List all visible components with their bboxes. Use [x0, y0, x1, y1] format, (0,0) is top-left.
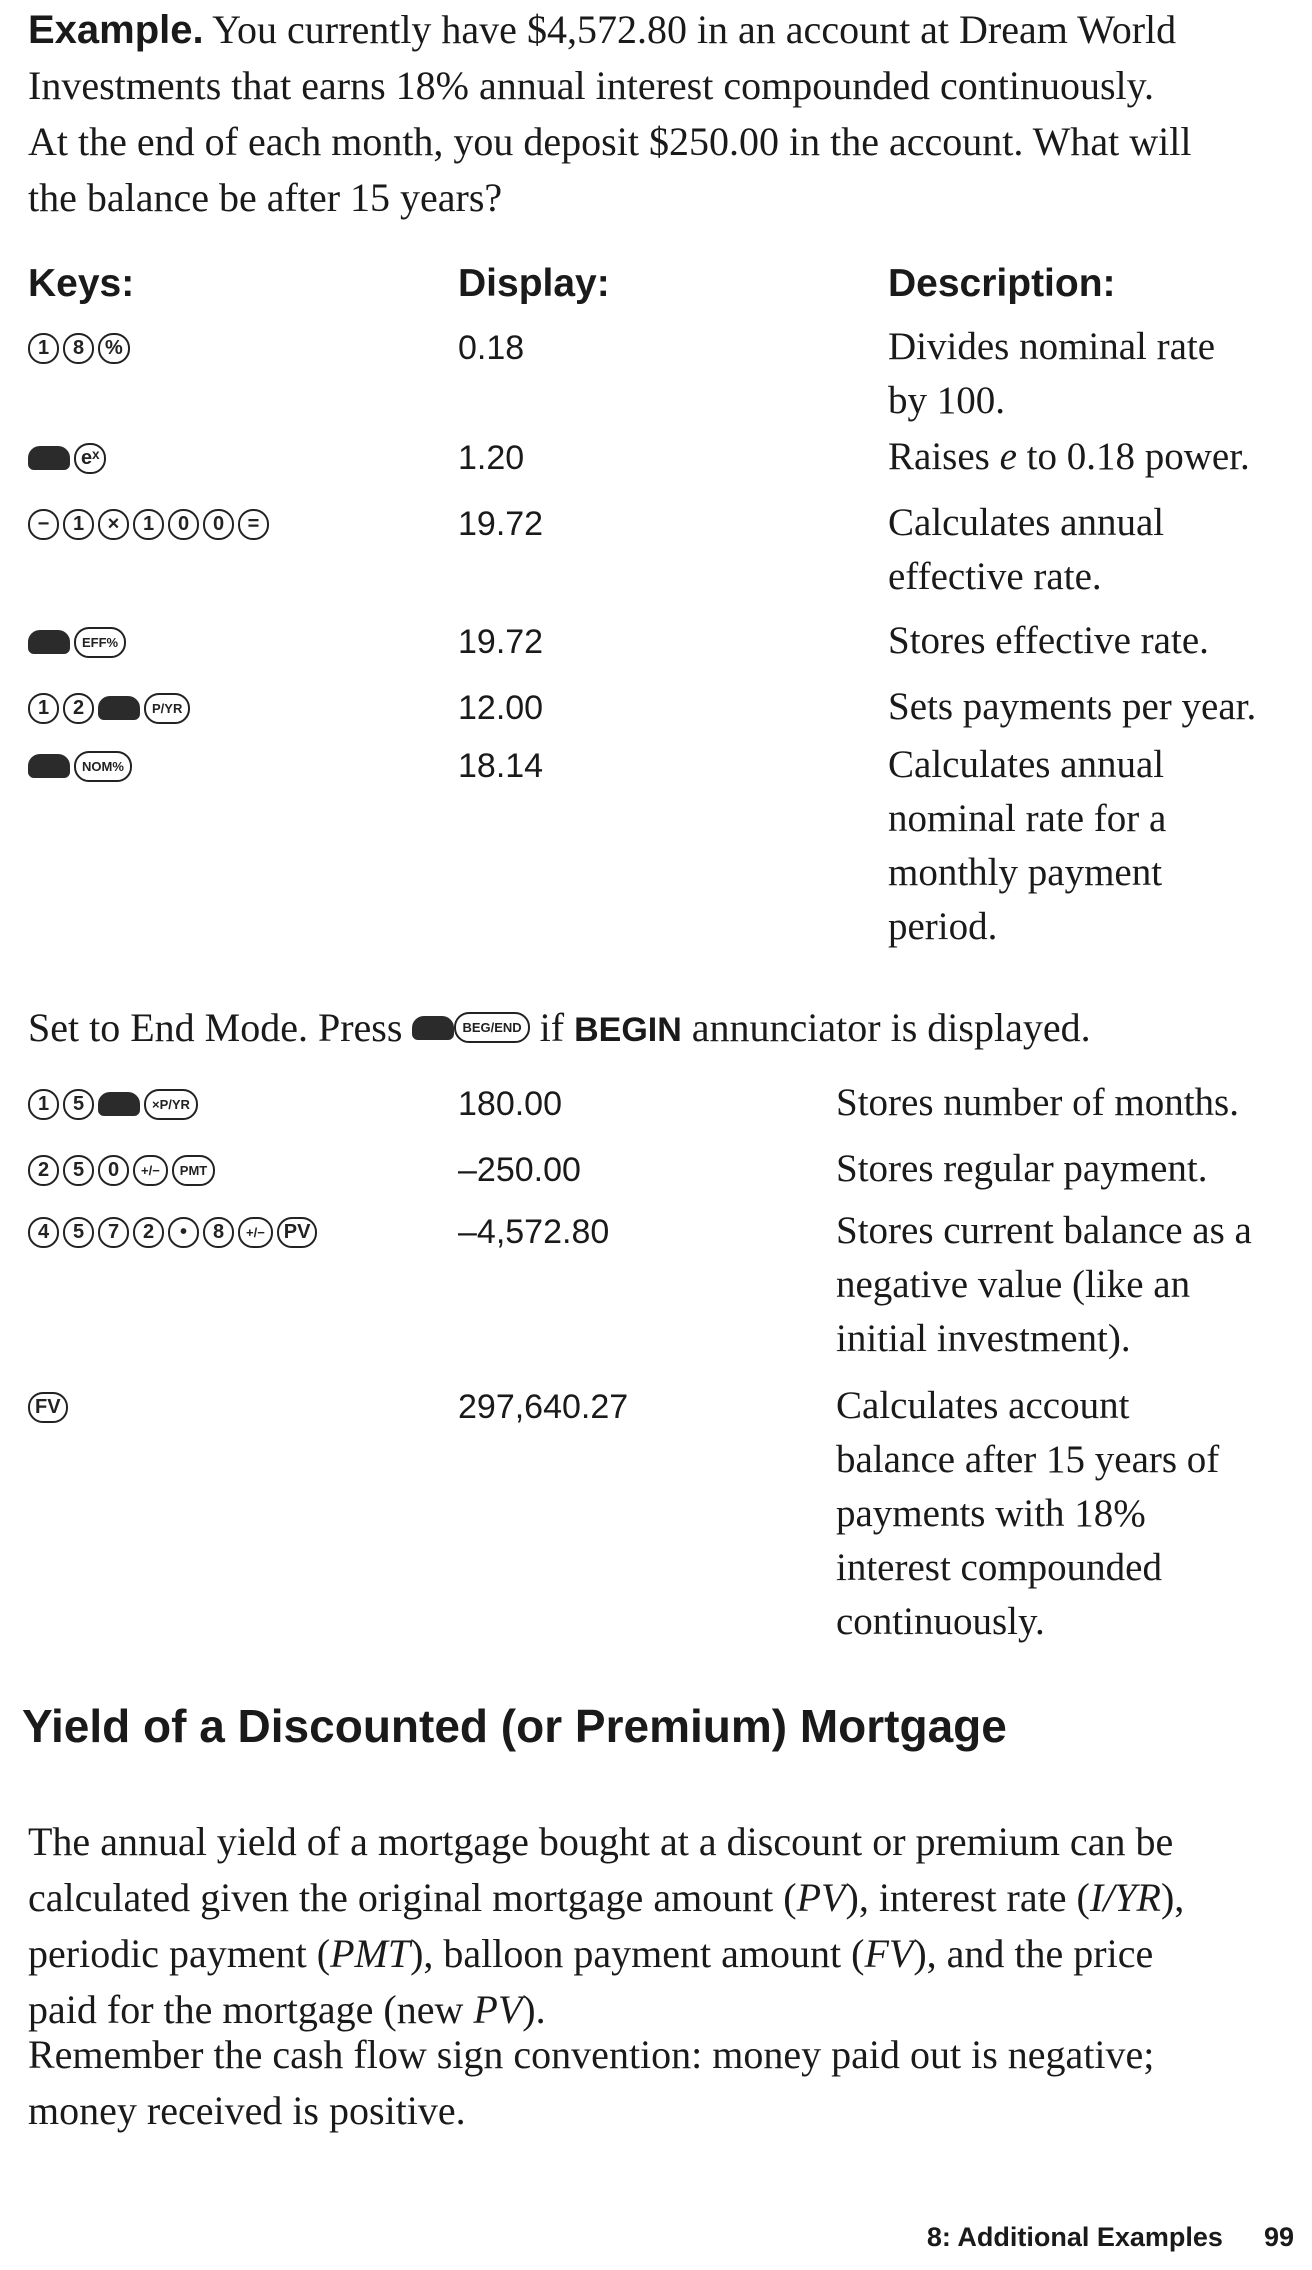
footer-page-number: 99	[1263, 2222, 1294, 2252]
key-icon: +/−	[133, 1155, 168, 1186]
key-icon: ×P/YR	[144, 1089, 198, 1120]
key-icon: P/YR	[144, 693, 190, 724]
key-icon: 1	[28, 333, 59, 364]
key-icon: 4	[28, 1217, 59, 1248]
description-text: Raises e to 0.18 power.	[888, 435, 1250, 478]
keystroke-sequence	[28, 1148, 215, 1192]
key-icon: eˣ	[74, 443, 106, 474]
key-icon: =	[238, 509, 269, 540]
key-icon: %	[98, 333, 130, 364]
display-value: 1.20	[458, 439, 525, 477]
key-icon: 1	[28, 1089, 59, 1120]
key-icon: NOM%	[74, 751, 132, 782]
key-icon: −	[28, 509, 59, 540]
section-paragraph-2: Remember the cash flow sign convention: money paid out is negative; money received is positive.	[28, 2032, 1155, 2133]
key-icon: •	[168, 1217, 199, 1248]
example-line-3: At the end of each month, you deposit $250.00 in the account. What will	[28, 119, 1192, 164]
key-icon: PMT	[172, 1155, 215, 1186]
key-icon: ×	[98, 509, 129, 540]
display-value: 19.72	[458, 623, 544, 661]
key-icon: 5	[63, 1155, 94, 1186]
display-value: 18.14	[458, 747, 544, 785]
description-text: Calculates annual nominal rate for a monthly payment period.	[888, 743, 1167, 948]
display-value: 12.00	[458, 689, 544, 727]
key-icon: 8	[63, 333, 94, 364]
example-line-2: Investments that earns 18% annual interest compounded continuously.	[28, 63, 1155, 108]
key-icon: FV	[28, 1392, 68, 1423]
shift-key-icon	[28, 630, 70, 654]
key-icon: 1	[28, 693, 59, 724]
keystroke-sequence	[28, 1385, 68, 1429]
header-keys: Keys:	[28, 262, 135, 305]
key-icon: 0	[203, 509, 234, 540]
keystroke-sequence	[28, 502, 269, 546]
example-line-1: Example. You currently have $4,572.80 in an account at Dream World	[28, 7, 1177, 52]
begin-annunciator: BEGIN	[574, 1011, 682, 1049]
key-icon: EFF%	[74, 627, 126, 658]
display-value: 297,640.27	[458, 1388, 629, 1426]
description-text: Stores current balance as a negative value (like an initial investment).	[836, 1209, 1252, 1360]
description-text: Calculates annual effective rate.	[888, 501, 1165, 598]
shift-key-icon	[98, 1092, 140, 1116]
keystroke-sequence	[28, 436, 106, 480]
key-icon: 0	[98, 1155, 129, 1186]
shift-key-icon	[98, 696, 140, 720]
key-icon: 2	[28, 1155, 59, 1186]
keystroke-sequence	[28, 1210, 317, 1254]
description-text: Stores number of months.	[836, 1081, 1239, 1124]
key-icon: 5	[63, 1089, 94, 1120]
key-icon: 0	[168, 509, 199, 540]
section-heading: Yield of a Discounted (or Premium) Mortgage	[22, 1700, 1007, 1752]
display-value: 180.00	[458, 1085, 562, 1123]
end-mode-note: Set to End Mode. Press BEG/END if BEGIN annunciator is displayed.	[28, 1005, 1091, 1050]
key-icon: 7	[98, 1217, 129, 1248]
display-value: –4,572.80	[458, 1213, 610, 1251]
display-value: 0.18	[458, 329, 525, 367]
shift-key-icon	[28, 446, 70, 470]
description-text: Stores regular payment.	[836, 1147, 1208, 1190]
key-icon: 2	[63, 693, 94, 724]
key-icon: 1	[63, 509, 94, 540]
key-icon: +/−	[238, 1217, 273, 1248]
description-text: Calculates account balance after 15 years of payments with 18% interest compounded continuously.	[836, 1384, 1220, 1643]
key-icon: 2	[133, 1217, 164, 1248]
footer-chapter: 8: Additional Examples	[926, 2222, 1223, 2252]
key-icon: PV	[277, 1217, 318, 1248]
description-text: Stores effective rate.	[888, 619, 1209, 662]
page-footer	[927, 2222, 1294, 2253]
header-description: Description:	[888, 262, 1116, 305]
description-text: Sets payments per year.	[888, 685, 1257, 728]
description-text: Divides nominal rate by 100.	[888, 325, 1216, 422]
example-label: Example.	[28, 8, 204, 52]
shift-key-icon	[412, 1016, 454, 1040]
keystroke-sequence	[28, 744, 132, 788]
header-display: Display:	[458, 262, 610, 305]
beg-end-key-icon: BEG/END	[454, 1012, 529, 1043]
example-line-4: the balance be after 15 years?	[28, 175, 503, 220]
shift-key-icon	[28, 754, 70, 778]
display-value: 19.72	[458, 505, 544, 543]
key-icon: 8	[203, 1217, 234, 1248]
key-icon: 5	[63, 1217, 94, 1248]
section-paragraph-1: The annual yield of a mortgage bought at a discount or premium can be calculated given the original mortgage amount (PV), interest rate (I/YR), periodic payment (PMT), balloon payment amount (FV), and the price paid for the mortgage (new PV).	[28, 1819, 1185, 2032]
keystroke-sequence	[28, 620, 126, 664]
display-value: –250.00	[458, 1151, 581, 1189]
key-icon: 1	[133, 509, 164, 540]
keystroke-sequence	[28, 686, 190, 730]
keystroke-sequence	[28, 1082, 198, 1126]
keystroke-sequence	[28, 326, 130, 370]
example-paragraph	[28, 2, 1298, 226]
